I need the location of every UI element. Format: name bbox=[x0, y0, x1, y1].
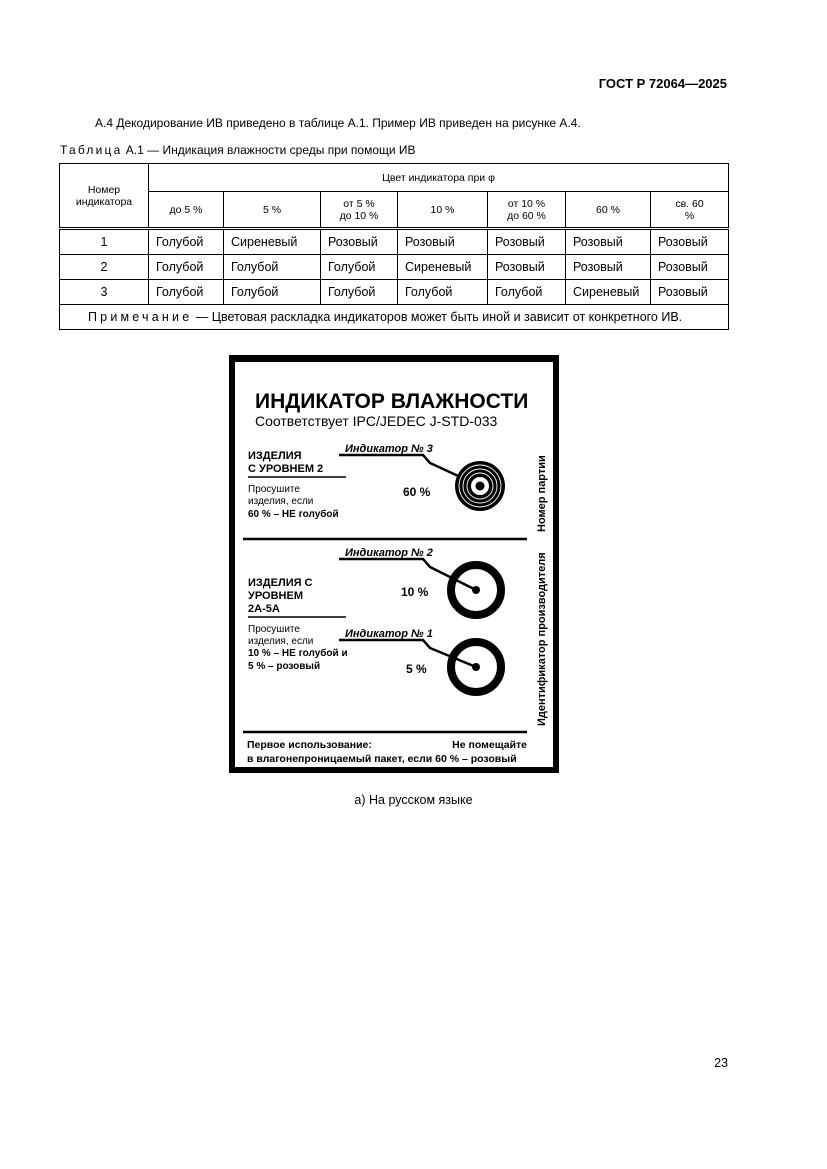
side-label-batch: Номер партии bbox=[536, 455, 548, 532]
indicator-card-inner bbox=[235, 362, 553, 767]
table-caption bbox=[60, 143, 416, 157]
level-2-line1: ИЗДЕЛИЯ bbox=[248, 450, 302, 462]
table-row bbox=[60, 280, 729, 305]
indicator-3-dot bbox=[476, 482, 485, 491]
note-label: Примечание bbox=[88, 310, 193, 324]
table-cell: Голубой bbox=[488, 280, 566, 305]
table-row bbox=[60, 255, 729, 280]
column-header: до 5 % bbox=[149, 192, 224, 229]
header-color: Цвет индикатора при φ bbox=[149, 164, 729, 192]
dry-instruction-2-line1: Просушите bbox=[248, 624, 300, 635]
intro-paragraph: А.4 Декодирование ИВ приведено в таблице А.1. Пример ИВ приведен на рисунке А.4. bbox=[95, 116, 581, 130]
card-title: ИНДИКАТОР ВЛАЖНОСТИ bbox=[255, 390, 529, 413]
table-cell: Розовый bbox=[398, 229, 488, 255]
indicator-1-label: Индикатор № 1 bbox=[345, 628, 433, 640]
column-header: 5 % bbox=[224, 192, 321, 229]
table-cell: Сиреневый bbox=[224, 229, 321, 255]
dry-instruction-2-line4: 5 % – розовый bbox=[248, 661, 321, 672]
row-number: 3 bbox=[60, 280, 149, 305]
table-cell: Сиреневый bbox=[566, 280, 651, 305]
dry-instruction-1-line3: 60 % – НЕ голубой bbox=[248, 509, 339, 520]
level-2a5a-line2: УРОВНЕМ bbox=[248, 590, 303, 602]
humidity-indicator-card bbox=[229, 355, 559, 773]
document-code: ГОСТ Р 72064—2025 bbox=[598, 76, 727, 91]
level-2a5a-line3: 2А-5А bbox=[248, 603, 280, 615]
table-cell: Розовый bbox=[566, 255, 651, 280]
indicator-1-percent: 5 % bbox=[406, 662, 427, 676]
table-cell: Голубой bbox=[149, 280, 224, 305]
table-cell: Голубой bbox=[149, 229, 224, 255]
table-cell: Голубой bbox=[321, 255, 398, 280]
footer-line1-label: Первое использование: bbox=[247, 739, 372, 751]
note-text: — Цветовая раскладка индикаторов может быть иной и зависит от конкретного ИВ. bbox=[192, 310, 683, 324]
table-cell: Голубой bbox=[398, 280, 488, 305]
indicator-2-percent: 10 % bbox=[401, 585, 429, 599]
table-caption-prefix: Таблица bbox=[60, 143, 123, 157]
table-cell: Сиреневый bbox=[398, 255, 488, 280]
indicator-3-label: Индикатор № 3 bbox=[345, 443, 433, 455]
table-cell: Розовый bbox=[488, 255, 566, 280]
table-cell: Голубой bbox=[149, 255, 224, 280]
row-number: 2 bbox=[60, 255, 149, 280]
dry-instruction-2-line3: 10 % – НЕ голубой и bbox=[248, 648, 348, 659]
side-label-manufacturer: Идентификатор производителя bbox=[536, 552, 548, 726]
page-number: 23 bbox=[714, 1056, 728, 1070]
indicator-3-percent: 60 % bbox=[403, 485, 431, 499]
table-cell: Голубой bbox=[224, 280, 321, 305]
figure-caption: а) На русском языке bbox=[354, 793, 473, 807]
table-cell: Розовый bbox=[651, 280, 729, 305]
table-note-row bbox=[60, 305, 729, 330]
dry-instruction-1-line2: изделия, если bbox=[248, 496, 314, 507]
table-cell: Розовый bbox=[488, 229, 566, 255]
header-indicator-number: Номер индикатора bbox=[60, 164, 149, 229]
table-cell: Розовый bbox=[566, 229, 651, 255]
row-number: 1 bbox=[60, 229, 149, 255]
level-2a5a-line1: ИЗДЕЛИЯ С bbox=[248, 577, 313, 589]
indicator-card-graphic bbox=[235, 362, 553, 767]
indicator-2-dot bbox=[472, 586, 480, 594]
footer-line2: в влагонепроницаемый пакет, если 60 % – розовый bbox=[247, 753, 517, 765]
table-cell: Розовый bbox=[321, 229, 398, 255]
table-caption-text: А.1 — Индикация влажности среды при помощи ИВ bbox=[122, 143, 416, 157]
column-header: 60 % bbox=[566, 192, 651, 229]
dry-instruction-1-line1: Просушите bbox=[248, 484, 300, 495]
indicator-2-label: Индикатор № 2 bbox=[345, 547, 433, 559]
table-cell: Голубой bbox=[224, 255, 321, 280]
column-header: св. 60 % bbox=[651, 192, 729, 229]
table-row bbox=[60, 229, 729, 255]
column-header: от 5 % до 10 % bbox=[321, 192, 398, 229]
column-header: от 10 % до 60 % bbox=[488, 192, 566, 229]
table-note bbox=[60, 305, 729, 330]
table-cell: Розовый bbox=[651, 229, 729, 255]
card-subtitle: Соответствует IPC/JEDEC J-STD-033 bbox=[255, 413, 498, 429]
table-cell: Голубой bbox=[321, 280, 398, 305]
indicator-1-dot bbox=[472, 663, 480, 671]
dry-instruction-2-line2: изделия, если bbox=[248, 636, 314, 647]
humidity-table bbox=[59, 163, 729, 330]
level-2-line2: С УРОВНЕМ 2 bbox=[248, 463, 324, 475]
column-header: 10 % bbox=[398, 192, 488, 229]
table-cell: Розовый bbox=[651, 255, 729, 280]
footer-line1-rest: Не помещайте bbox=[452, 739, 527, 751]
